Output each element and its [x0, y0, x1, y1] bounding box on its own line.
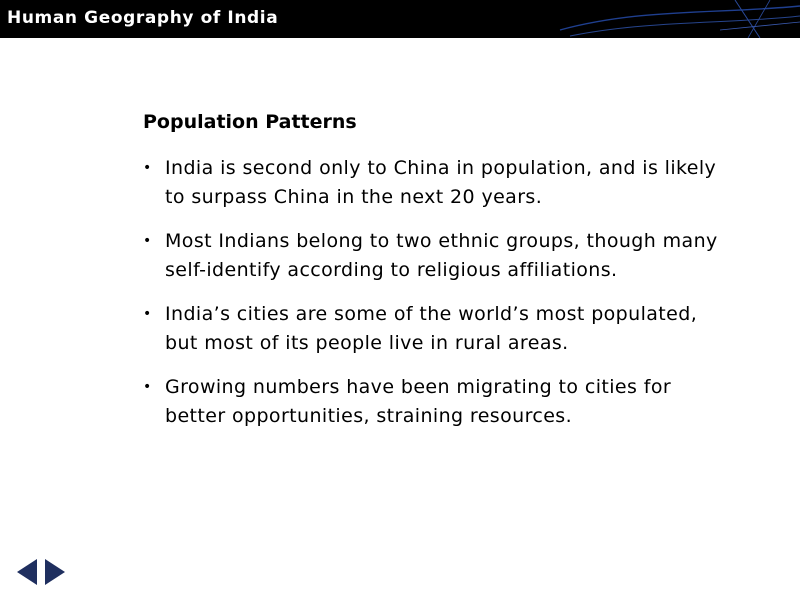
left-arrow-icon[interactable] [16, 558, 38, 586]
bullet-item [143, 373, 723, 431]
header-bar [0, 0, 800, 38]
bullet-text: Most Indians belong to two ethnic groups, though many self-identify according to religious affiliations. [165, 230, 718, 281]
bullet-list [143, 154, 723, 431]
bullet-text: Growing numbers have been migrating to cities for better opportunities, straining resources. [165, 376, 672, 427]
bullet-icon: • [143, 306, 152, 322]
slide-navigation [16, 558, 70, 586]
bullet-item [143, 300, 723, 358]
bullet-icon: • [143, 233, 152, 249]
bullet-item [143, 227, 723, 285]
right-arrow-icon[interactable] [44, 558, 66, 586]
bullet-item [143, 154, 723, 212]
section-title: Population Patterns [143, 111, 357, 133]
slide-content [143, 109, 723, 446]
bullet-text: India’s cities are some of the world’s most populated, but most of its people live in rural areas. [165, 303, 698, 354]
bullet-icon: • [143, 379, 152, 395]
bullet-text: India is second only to China in population, and is likely to surpass China in the next 20 years. [165, 157, 717, 208]
bullet-icon: • [143, 160, 152, 176]
presentation-title: Human Geography of India [7, 8, 279, 28]
